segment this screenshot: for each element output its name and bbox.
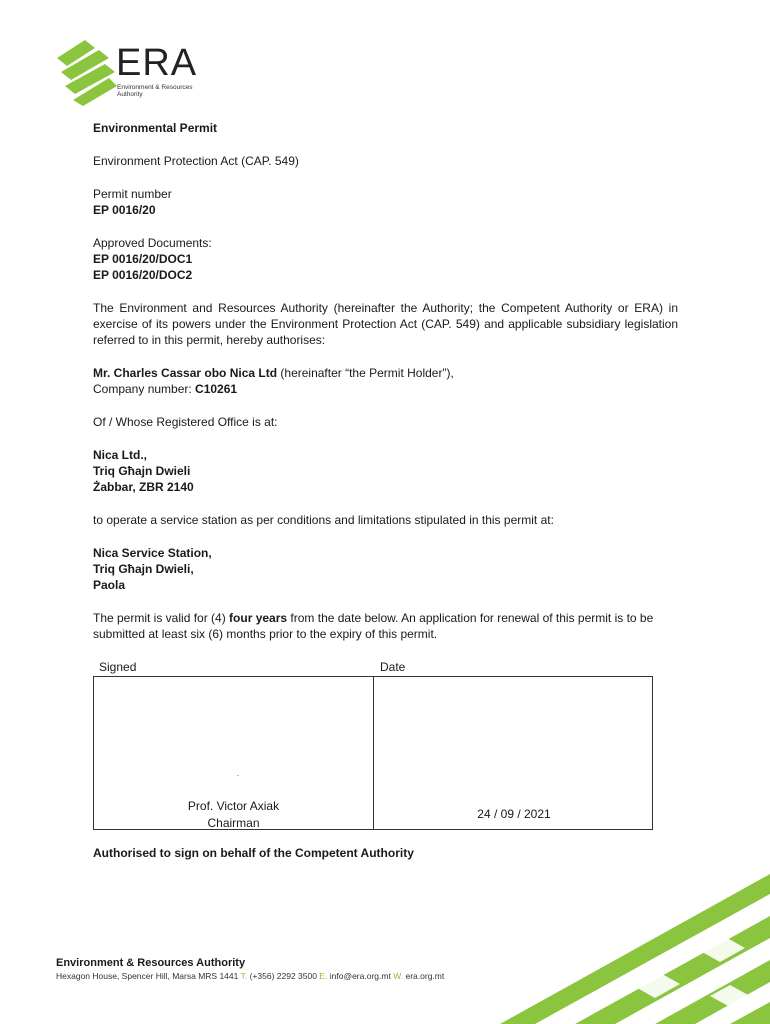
signature-table (93, 676, 653, 830)
signer-block (94, 798, 373, 832)
registered-office-label: Of / Whose Registered Office is at: (93, 415, 278, 429)
date-label: Date (380, 660, 406, 674)
registered-address-line: Nica Ltd., (93, 448, 148, 462)
permit-title: Environmental Permit (93, 121, 218, 135)
decorative-stripes-icon (480, 864, 770, 1024)
permit-number: EP 0016/20 (93, 203, 156, 217)
operate-text: to operate a service station as per conditions and limitations stipulated in this permit at: (93, 513, 554, 527)
authorised-statement: Authorised to sign on behalf of the Competent Authority (93, 846, 414, 860)
logo-subtitle: Environment & Resources Authority (117, 84, 193, 98)
company-number: C10261 (195, 382, 238, 396)
footer-phone: (+356) 2292 3500 (249, 971, 317, 981)
permit-body (93, 120, 678, 642)
site-address-line: Triq Għajn Dwieli, (93, 562, 194, 576)
footer-contact: Hexagon House, Spencer Hill, Marsa MRS 1441 T. (+356) 2292 3500 E. info@era.org.mt W. era.org.mt (56, 971, 445, 981)
signature-mark (237, 775, 239, 776)
validity-paragraph: The permit is valid for (4) four years from the date below. An application for renewal of this permit is to be submitted at least six (6) months prior to the expiry of this permit. (93, 611, 654, 641)
holder-suffix: (hereinafter “the Permit Holder”), (277, 366, 454, 380)
footer-web: era.org.mt (405, 971, 445, 981)
signed-label: Signed (99, 660, 137, 674)
footer-email: info@era.org.mt (329, 971, 391, 981)
act-reference: Environment Protection Act (CAP. 549) (93, 154, 299, 168)
intro-paragraph: The Environment and Resources Authority (hereinafter the Authority; the Competent Authority or ERA) in exercise of its powers under the Environment Protection Act (CAP. 549) and applicable subsidiary legislation referred to in this permit, hereby authorises: (93, 301, 678, 347)
company-number-line (93, 381, 678, 397)
footer-address: Hexagon House, Spencer Hill, Marsa MRS 1441 (56, 971, 239, 981)
registered-address-line: Żabbar, ZBR 2140 (93, 480, 194, 494)
footer-org: Environment & Resources Authority (56, 957, 246, 969)
signer-name: Prof. Victor Axiak (187, 799, 280, 813)
holder-name: Mr. Charles Cassar obo Nica Ltd (93, 366, 278, 380)
signature-date: 24 / 09 / 2021 (477, 807, 551, 821)
registered-address-line: Triq Għajn Dwieli (93, 464, 191, 478)
company-label: Company number: (93, 382, 196, 396)
logo-wordmark: ERA (116, 42, 198, 84)
permit-number-label: Permit number (93, 187, 172, 201)
signer-role: Chairman (207, 816, 260, 830)
site-address-line: Paola (93, 578, 126, 592)
approved-doc-1: EP 0016/20/DOC1 (93, 252, 193, 266)
permit-holder (93, 365, 678, 381)
approved-doc-2: EP 0016/20/DOC2 (93, 268, 193, 282)
approved-docs-label: Approved Documents: (93, 236, 212, 250)
site-address-line: Nica Service Station, (93, 546, 212, 560)
leaf-stripes-icon (57, 40, 117, 106)
